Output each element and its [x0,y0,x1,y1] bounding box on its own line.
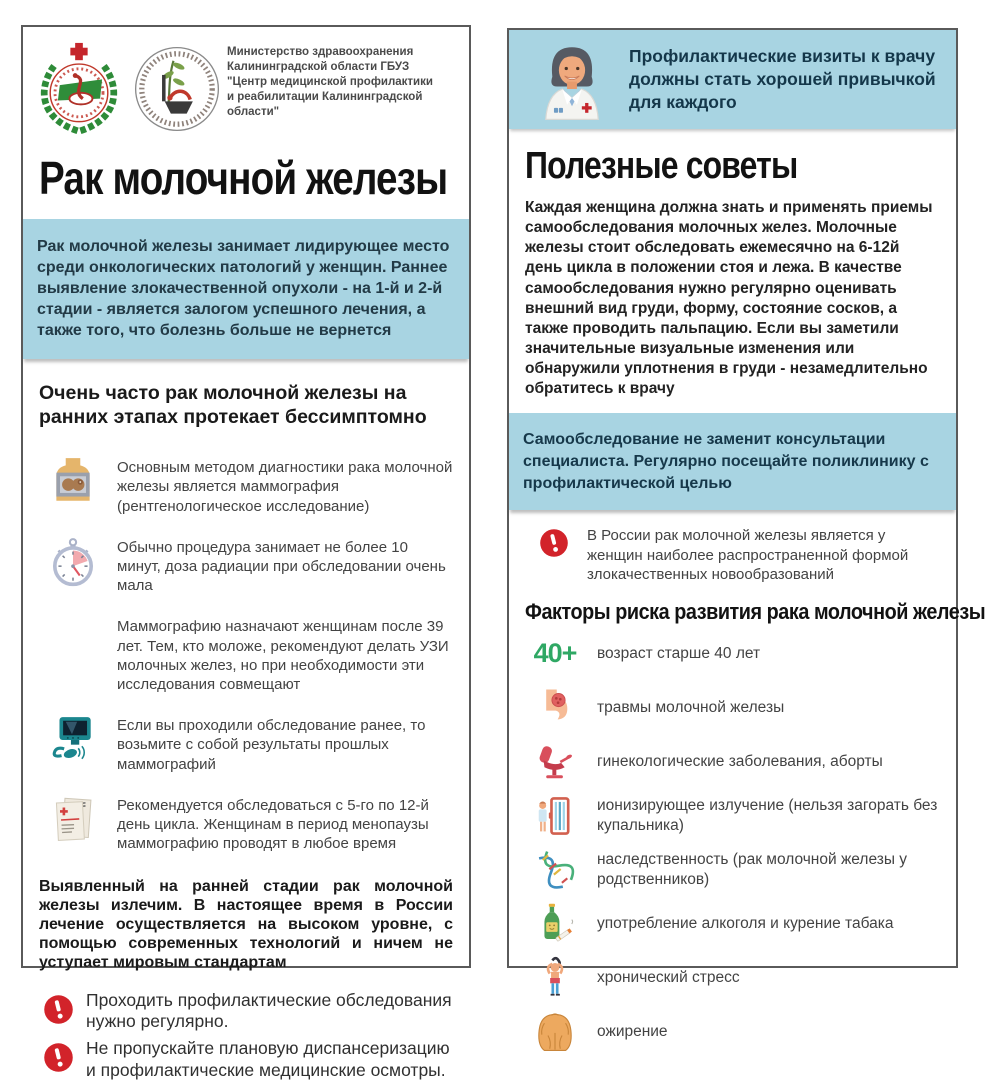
org-name: Министерство здравоохранения Калининградской области ГБУЗ "Центр медицинской профилактики и реабилитации Калининградской области" [227,46,433,118]
list-item-text: Если вы проходили обследование ранее, то возьмите с собой результаты прошлых маммографий [117,717,426,773]
risk-factor-row [509,627,956,681]
stress-icon [533,956,577,1000]
age-40-plus-badge: 40+ [533,638,577,669]
russia-statistics-warning [509,526,956,585]
risk-factor-row [509,843,956,897]
tanning-booth-icon [533,794,577,838]
list-item-text: Рекомендуется обследоваться с 5-го по 12-й день цикла. Женщинам в период менопаузы маммографию проводят в любое время [117,796,429,853]
mammography-icon [47,454,99,510]
list-item [23,783,469,863]
risk-factor-label: ожирение [597,1023,668,1040]
empty-icon-slot [47,613,99,669]
page-title-right: Полезные советы [525,145,798,187]
org-header [23,27,469,137]
alcohol-smoking-icon [533,902,577,946]
specialist-note-box: Самообследование не заменит консультации специалиста. Регулярно посещайте поликлинику с профилактической целью [509,413,956,510]
risk-factor-label: возраст старше 40 лет [597,645,761,662]
warning-text: В России рак молочной железы является у женщин наиболее распространенной формой злокачественных новообразований [587,527,909,584]
list-item [23,525,469,605]
closing-paragraph: Выявленный на ранней стадии рак молочной железы излечим. В настоящее время в России лечение осуществляется на высоком уровне, с помощью современных технологий и ничем не уступает мировым стандартам [39,878,453,971]
page-title-left: Рак молочной железы [39,152,448,204]
stopwatch-icon [47,534,99,590]
left-panel [21,25,471,1080]
reminders-list [23,987,469,1084]
doctor-header-banner [509,30,956,129]
ministry-health-logo-icon [31,41,127,137]
risk-factor-row [509,789,956,843]
dna-icon [533,848,577,892]
reminder-item [23,1035,469,1084]
list-item-text: Маммографию назначают женщинам после 39 лет. Тем, кто моложе, рекомендуют делать УЗИ молочных желез, но при необходимости эти исследования совмещают [117,618,449,693]
list-item [23,604,469,703]
risk-factor-label: гинекологические заболевания, аборты [597,753,883,770]
right-panel [507,28,985,1040]
list-item-text: Обычно процедура занимает не более 10 минут, доза радиации при обследовании очень мала [117,538,446,595]
risk-factor-row [509,681,956,735]
gynecology-chair-icon [533,740,577,784]
female-doctor-icon [531,37,613,123]
medical-documents-icon [47,792,99,848]
risk-factor-label: травмы молочной железы [597,699,785,716]
reminder-text: Не пропускайте плановую диспансеризацию и профилактические медицинские осмотры. [86,1038,450,1080]
alert-exclamation-icon [43,1042,74,1073]
list-item [23,703,469,783]
risk-factor-label: ионизирующее излучение (нельзя загорать без купальника) [597,797,938,834]
risk-factor-row [509,1005,956,1059]
intro-highlight-box: Рак молочной железы занимает лидирующее место среди онкологических патологий у женщин. Раннее выявление злокачественной опухоли - на 1-й и 2-й стадии - является залогом успешного лечения, а также того, что болезнь больше не вернется [23,219,469,359]
obesity-icon [533,1010,577,1054]
ultrasound-icon [47,712,99,768]
reminder-item [23,987,469,1036]
list-item-text: Основным методом диагностики рака молочной железы является маммография (рентгенологическое исследование) [117,459,453,515]
risk-factors-list [509,627,956,1059]
list-item [23,445,469,525]
risk-factor-label: употребление алкоголя и курение табака [597,915,894,932]
risk-factor-row [509,897,956,951]
risk-factor-row [509,735,956,789]
alert-exclamation-icon [539,528,569,558]
breast-trauma-icon [533,686,577,730]
risk-factor-row [509,951,956,1005]
self-exam-paragraph: Каждая женщина должна знать и применять приемы самообследования молочных желез. Молочные железы стоит обследовать ежемесячно на 6-12й день цикла в положении стоя и лежа. В качестве самообследования нужно регулярно оценивать внешний вид груди, форму, состояние сосков, а также проводить пальпацию. Если вы заметили значительные визуальные изменения или обнаружили уплотнения в груди - незамедлительно обратитесь к врачу [525,199,933,398]
asymptomatic-subheading: Очень часто рак молочной железы на ранних этапах протекает бессимптомно [39,381,427,428]
risk-factors-heading: Факторы риска развития рака молочной железы [525,598,985,624]
diagnostics-list [23,445,469,862]
risk-factor-label: хронический стресс [597,969,740,986]
reminder-text: Проходить профилактические обследования нужно регулярно. [86,989,452,1032]
medical-prevention-center-logo-icon [133,45,221,133]
banner-text: Профилактические визиты к врачу должны стать хорошей привычкой для каждого [629,46,936,112]
risk-factor-label: наследственность (рак молочной железы у родственников) [597,851,908,888]
alert-exclamation-icon [43,994,74,1025]
